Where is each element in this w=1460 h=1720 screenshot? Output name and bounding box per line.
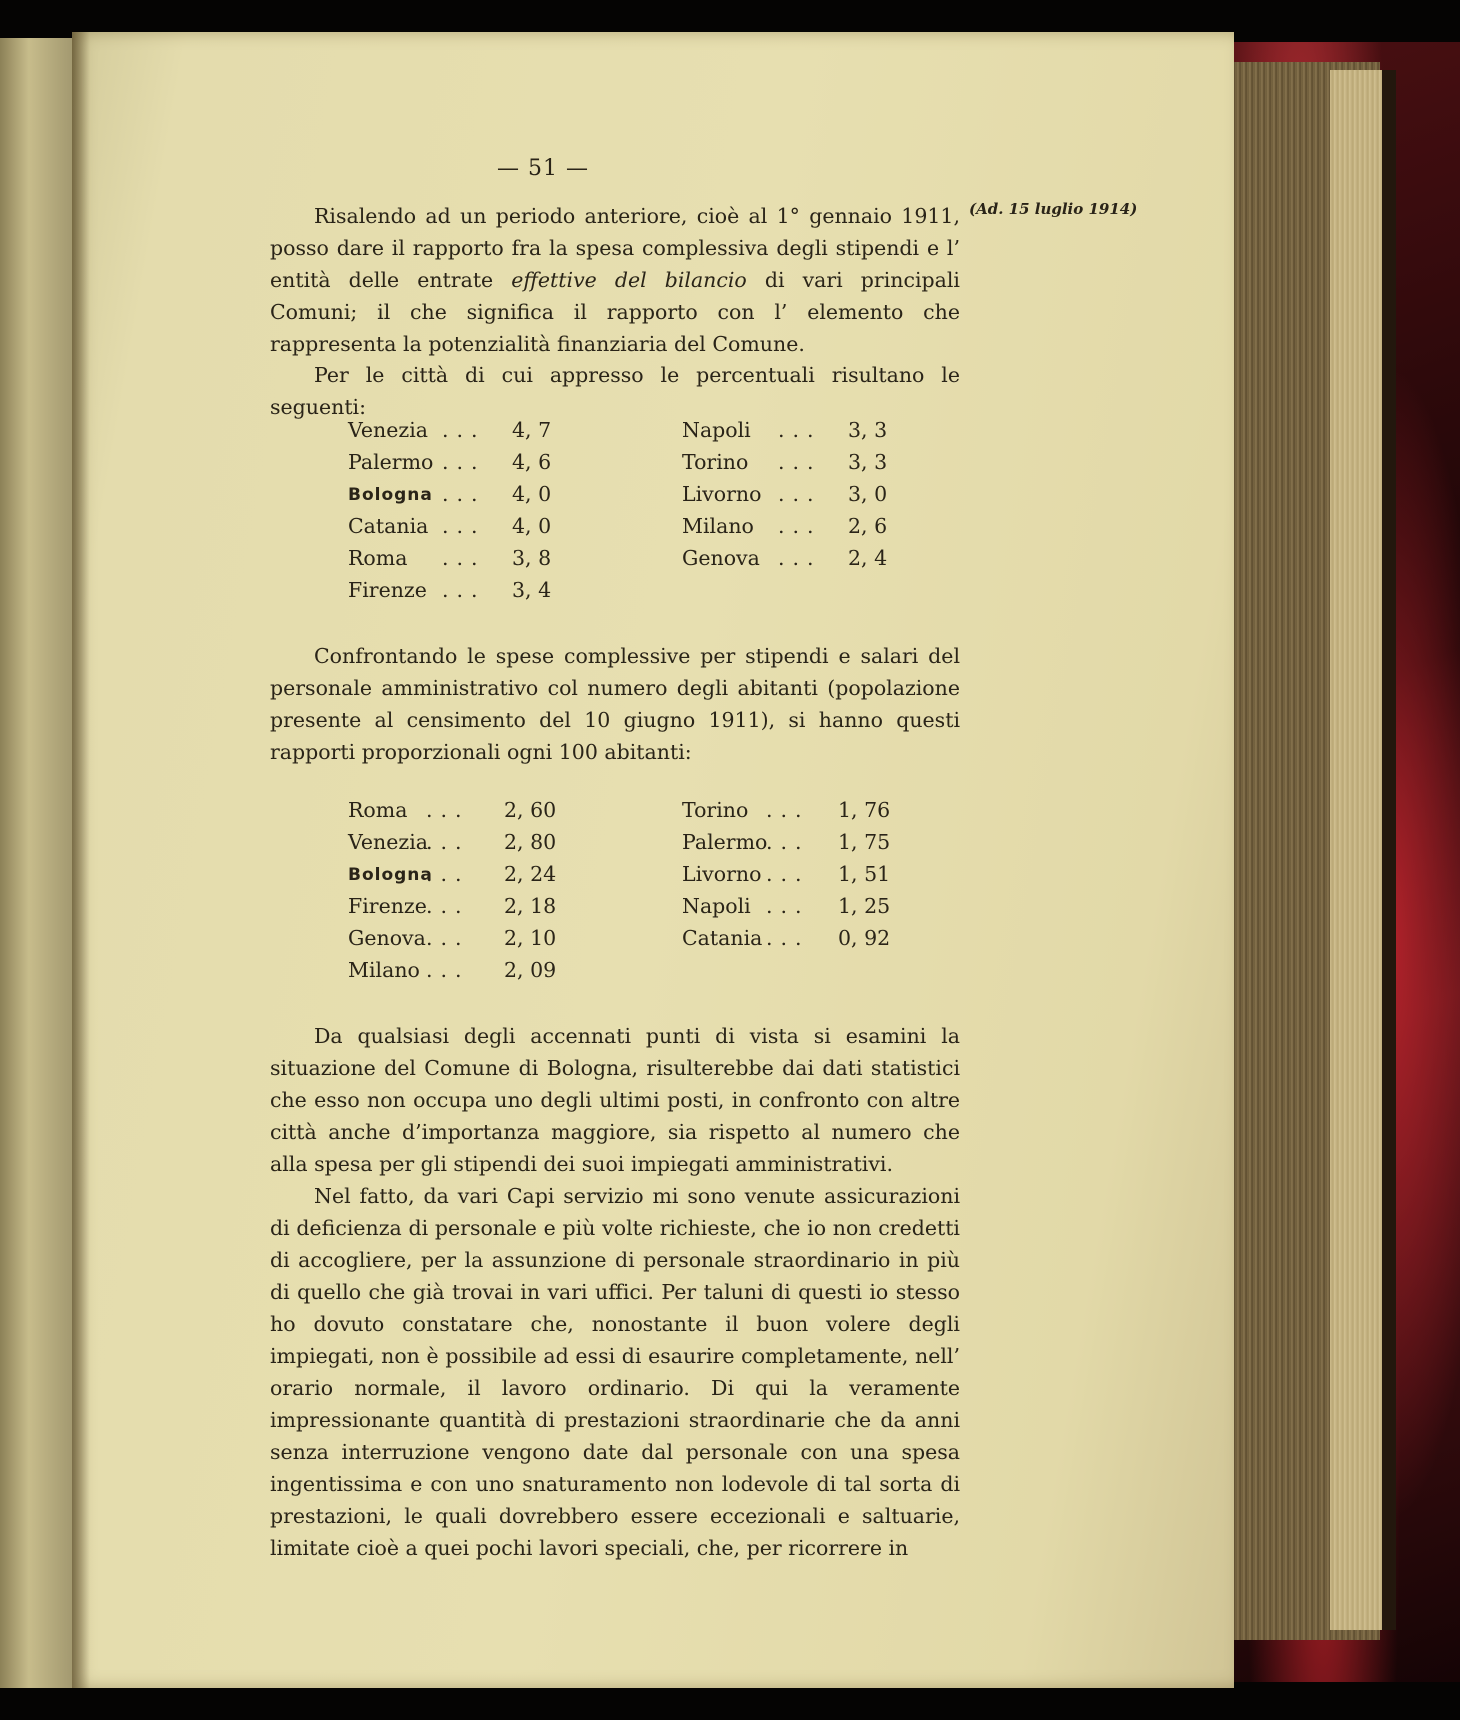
city-value: 1, 51 — [838, 862, 891, 886]
city-name: Roma — [348, 798, 408, 822]
city-name: Roma — [348, 546, 408, 570]
city-name: Bologna — [348, 865, 433, 885]
city-value: 3, 3 — [848, 418, 888, 442]
city-value: 3, 3 — [848, 450, 888, 474]
city-value: 2, 09 — [504, 958, 557, 982]
city-value: 3, 0 — [848, 482, 888, 506]
city-value: 2, 10 — [504, 926, 557, 950]
city-name: Milano — [682, 514, 754, 538]
city-name: Napoli — [682, 418, 751, 442]
city-value: 4, 0 — [512, 514, 552, 538]
city-name: Torino — [682, 798, 749, 822]
paragraph-4: Da qualsiasi degli accennati punti di vista si esamini la situazione del Comune di Bologna, risulterebbe dai dati statistici che esso non occupa uno degli ultimi posti, in confronto con altre città anche d’importanza maggiore, sia rispetto al numero che alla spesa per gli stipendi dei suoi impiegati amministrativi. — [270, 1024, 960, 1176]
city-name: Livorno — [682, 482, 762, 506]
page-stack-shadow — [1382, 70, 1396, 1630]
city-name: Firenze — [348, 894, 427, 918]
left-page-edge — [0, 38, 72, 1688]
city-value: 3, 8 — [512, 546, 552, 570]
city-name: Catania — [682, 926, 763, 950]
paragraph-1: Risalendo ad un periodo anteriore, cioè al 1° gennaio 1911, posso dare il rapporto fra la spesa complessiva degli stipendi e l’ entità delle entrate effettive del bilancio di vari principali Comuni; il che significa il rapporto con l’ elemento che rappresenta la potenzialità finanziaria del Comune. — [270, 204, 960, 356]
city-value: 4, 0 — [512, 482, 552, 506]
city-name: Firenze — [348, 578, 427, 602]
page-number: — 51 — — [497, 156, 589, 181]
city-value: 2, 18 — [504, 894, 557, 918]
city-name: Torino — [682, 450, 749, 474]
city-value: 4, 6 — [512, 450, 552, 474]
city-value: 2, 6 — [848, 514, 888, 538]
city-name: Palermo — [682, 830, 768, 854]
city-name: Genova — [682, 546, 760, 570]
city-name: Livorno — [682, 862, 762, 886]
city-name: Venezia — [348, 830, 428, 854]
city-value: 2, 60 — [504, 798, 557, 822]
margin-note: (Ad. 15 luglio 1914) — [969, 200, 1138, 218]
city-name: Bologna — [348, 485, 433, 505]
city-value: 2, 4 — [848, 546, 888, 570]
city-name: Napoli — [682, 894, 751, 918]
city-value: 2, 24 — [504, 862, 557, 886]
city-value: 4, 7 — [512, 418, 552, 442]
city-name: Milano — [348, 958, 420, 982]
city-value: 0, 92 — [838, 926, 891, 950]
paragraph-2: Per le città di cui appresso le percentuali risultano le seguenti: — [270, 363, 960, 419]
city-value: 1, 76 — [838, 798, 891, 822]
city-name: Genova — [348, 926, 426, 950]
page-stack-edge — [1330, 70, 1382, 1630]
paragraph-5: Nel fatto, da vari Capi servizio mi sono venute assicurazioni di deficienza di personale e più volte richieste, che io non credetti di accogliere, per la assunzione di personale straordinario in più di quello che già trovai in vari uffici. Per taluni di questi io stesso ho dovuto constatare che, nonostante il buon volere degli impiegati, non è possibile ad essi di esaurire completamente, nell’ orario normale, il lavoro ordinario. Di qui la veramente impressionante quantità di prestazioni straordinarie che da anni senza interruzione vengono date dal personale con una spesa ingentissima e con uno snaturamento non lodevole di tal sorta di prestazioni, le quali dovrebbero essere eccezionali e saltuarie, limitate cioè a quei pochi lavori speciali, che, per ricorrere in — [270, 1184, 960, 1560]
city-name: Catania — [348, 514, 429, 538]
city-name: Palermo — [348, 450, 434, 474]
city-value: 1, 75 — [838, 830, 891, 854]
gutter-shadow — [72, 32, 90, 1688]
city-name: Venezia — [348, 418, 428, 442]
city-value: 2, 80 — [504, 830, 557, 854]
paragraph-3: Confrontando le spese complessive per stipendi e salari del personale amministrativo col numero degli abitanti (popolazione presente al censimento del 10 giugno 1911), si hanno questi rapporti proporzionali ogni 100 abitanti: — [270, 644, 960, 764]
city-value: 1, 25 — [838, 894, 891, 918]
city-value: 3, 4 — [512, 578, 552, 602]
